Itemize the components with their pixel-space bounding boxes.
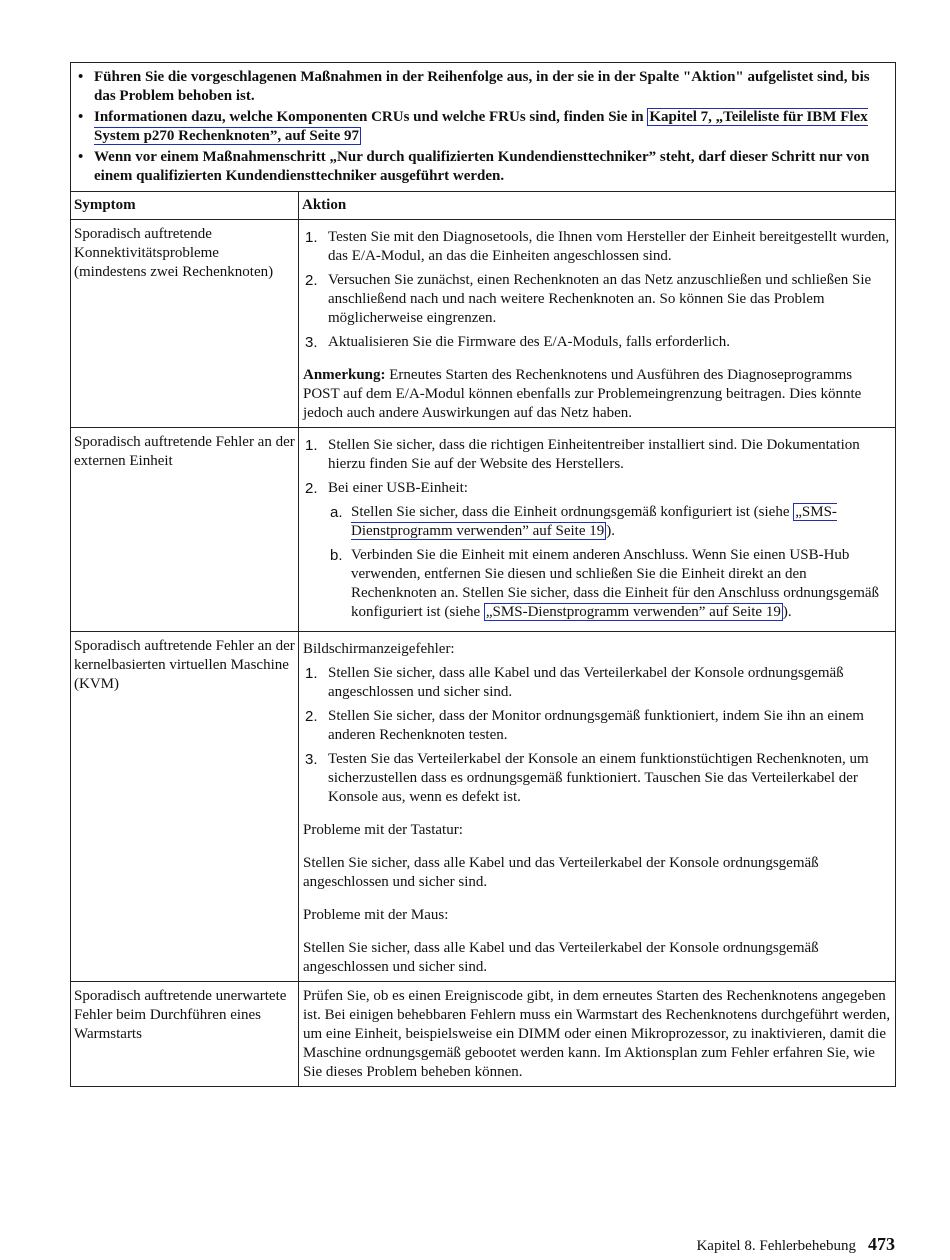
sub-step-text: Stellen Sie sicher, dass die Einheit ordnungsgemäß konfiguriert ist (siehe [351,504,794,520]
page-number: 473 [868,1234,895,1254]
step-text: Bei einer USB-Einheit: [328,480,468,496]
step-list [303,228,891,352]
table-row [71,982,896,1087]
step-text: Stellen Sie sicher, dass alle Kabel und das Verteilerkabel der Konsole ordnungsgemäß angeschlossen und sicher sind. [328,665,844,700]
table-row [71,632,896,982]
step-number: 2. [305,480,318,497]
table-row [71,220,896,428]
header-symptom: Symptom [71,192,299,220]
step-text: Stellen Sie sicher, dass der Monitor ordnungsgemäß funktioniert, indem Sie ihn an einem anderen Rechenknoten testen. [328,708,864,743]
step-text: Testen Sie mit den Diagnosetools, die Ihnen vom Hersteller der Einheit bereitgestellt wurden, das E/A-Modul, an das die Einheiten angeschlossen sind. [328,229,890,264]
list-item [303,664,891,702]
step-number: 3. [305,751,318,768]
intro-bullet-2-text: Informationen dazu, welche Komponenten CRUs und welche FRUs sind, finden Sie in [94,109,648,125]
sub-step-end: ). [782,604,792,620]
sub-step-letter: a. [330,504,343,521]
troubleshooting-table [70,62,896,1087]
action-cell [299,220,896,428]
intro-bullet-3 [74,148,892,186]
sub-step-letter: b. [330,547,343,564]
list-item [303,271,891,328]
action-cell: Prüfen Sie, ob es einen Ereigniscode gibt, in dem erneutes Starten des Rechenknotens angegeben ist. Bei einigen behebbaren Fehlern muss ein Warmstart des Rechenknotens durchgeführt werden, um eine Einheit, beispielsweise ein DIMM oder einen Mikroprozessor, zu inaktivieren, damit die Maschine ordnungsgemäß gebootet werden kann. Im Aktionsplan zum Fehler erfahren Sie, wie Sie dieses Problem beheben können. [299,982,896,1087]
display-heading: Bildschirmanzeigefehler: [303,641,455,657]
keyboard-heading: Probleme mit der Tastatur: [303,822,463,838]
header-row [71,192,896,220]
sub-step-list [328,503,891,622]
step-number: 2. [305,272,318,289]
note-label: Anmerkung: [303,367,386,383]
intro-cell [71,63,896,192]
step-text: Aktualisieren Sie die Firmware des E/A-Moduls, falls erforderlich. [328,334,730,350]
symptom-cell: Sporadisch auftretende Konnektivitätsprobleme (mindestens zwei Rechenknoten) [71,220,299,428]
keyboard-text: Stellen Sie sicher, dass alle Kabel und das Verteilerkabel der Konsole ordnungsgemäß angeschlossen und sicher sind. [303,855,819,890]
link-sms-dienstprogramm[interactable]: „SMS-Dienstprogramm verwenden” auf Seite 19 [485,604,781,620]
intro-bullet-1 [74,68,892,106]
list-item [303,707,891,745]
mouse-text: Stellen Sie sicher, dass alle Kabel und das Verteilerkabel der Konsole ordnungsgemäß angeschlossen und sicher sind. [303,940,819,975]
step-text: Testen Sie das Verteilerkabel der Konsole an einem funktionstüchtigen Rechenknoten, um sicherzustellen dass es ordnungsgemäß funktioniert. Tauschen Sie das Verteilerkabel der Konsole aus, wenn es defekt ist. [328,751,869,805]
list-item [303,333,891,352]
step-list [303,664,891,807]
list-item [303,750,891,807]
action-cell [299,632,896,982]
sub-step-text: Verbinden Sie die Einheit mit einem anderen Anschluss. Wenn Sie einen USB-Hub verwenden, entfernen Sie diesen und schließen Sie die Einheit direkt an den Rechenknoten an. Stellen Sie sicher, dass die Einheit für den Anschluss ordnungsgemäß konfiguriert ist (siehe [351,547,880,620]
step-list [303,436,891,622]
mouse-heading: Probleme mit der Maus: [303,907,449,923]
intro-row [71,63,896,192]
step-number: 2. [305,708,318,725]
page-footer [696,1234,895,1255]
step-number: 1. [305,437,318,454]
sub-step-end: ). [606,523,615,539]
header-action: Aktion [299,192,896,220]
symptom-cell: Sporadisch auftretende Fehler an der kernelbasierten virtuellen Maschine (KVM) [71,632,299,982]
footer-chapter: Kapitel 8. Fehlerbehebung [696,1238,856,1254]
link-teileliste[interactable]: Kapitel 7, „Teileliste für IBM Flex System p270 Rechenknoten”, auf Seite 97 [94,109,868,144]
symptom-cell: Sporadisch auftretende unerwartete Fehler beim Durchführen eines Warmstarts [71,982,299,1087]
table-row [71,428,896,632]
sub-list-item [328,546,891,622]
step-text: Versuchen Sie zunächst, einen Rechenknoten an das Netz anzuschließen und schließen Sie anschließend nach und nach weitere Rechenknoten an. So können Sie das Problem möglicherweise eingrenzen. [328,272,872,326]
list-item [303,479,891,622]
sub-list-item [328,503,891,541]
list-item [303,228,891,266]
intro-bullet-3-text: Wenn vor einem Maßnahmenschritt „Nur durch qualifizierten Kundendiensttechniker” steht, darf dieser Schritt nur von einem qualifizierten Kundendiensttechniker ausgeführt werden. [94,149,870,184]
intro-bullet-2 [74,108,892,146]
symptom-cell: Sporadisch auftretende Fehler an der externen Einheit [71,428,299,632]
list-item [303,436,891,474]
intro-bullet-1-text: Führen Sie die vorgeschlagenen Maßnahmen in der Reihenfolge aus, in der sie in der Spalte "Aktion" aufgelistet sind, bis das Problem behoben ist. [94,69,870,104]
step-number: 1. [305,229,318,246]
note-text: Erneutes Starten des Rechenknotens und Ausführen des Diagnoseprogramms POST auf dem E/A-Modul können ebenfalls zur Problemeingrenzung beitragen. Dies könnte jedoch auch andere Auswirkungen auf das Netz haben. [303,367,862,421]
step-number: 3. [305,334,318,351]
step-number: 1. [305,665,318,682]
step-text: Stellen Sie sicher, dass die richtigen Einheitentreiber installiert sind. Die Dokumentation hierzu finden Sie auf der Website des Herstellers. [328,437,860,472]
note-paragraph [303,366,891,423]
action-cell [299,428,896,632]
link-sms-dienstprogramm[interactable]: „SMS-Dienstprogramm verwenden” auf Seite 19 [351,504,837,539]
intro-list [74,68,892,186]
